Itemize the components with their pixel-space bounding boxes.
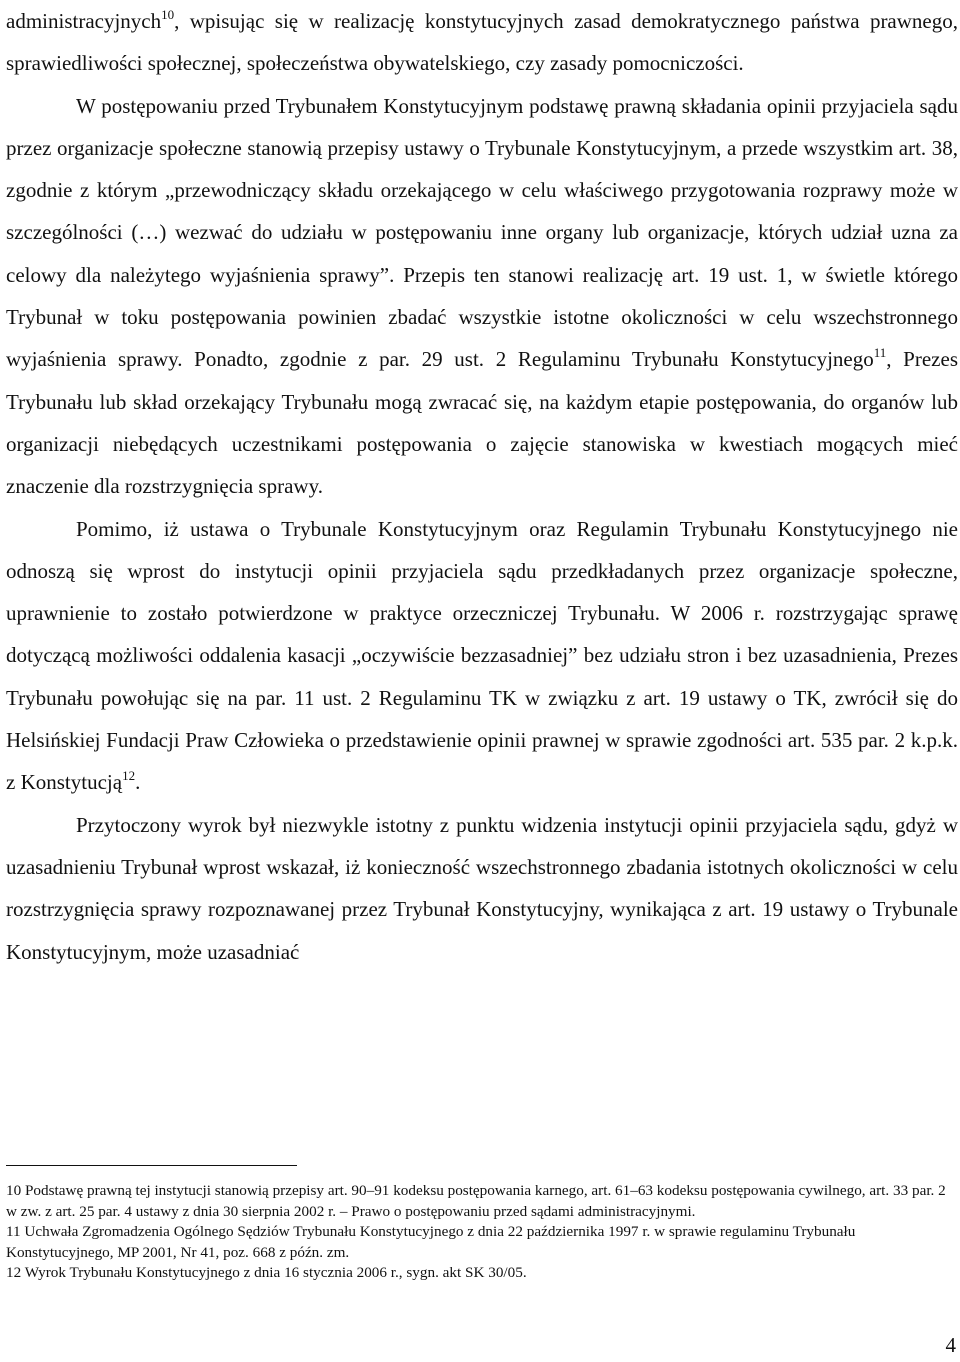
paragraph: [6, 85, 958, 508]
paragraph: [6, 804, 958, 973]
footnote-reference: 10: [161, 7, 175, 22]
document-page: [6, 0, 958, 1357]
footnote: 10 Podstawę prawną tej instytucji stanowią przepisy art. 90–91 kodeksu postępowania karnego, art. 61–63 kodeksu postępowania cywilnego, art. 33 par. 2 w zw. z art. 25 par. 4 ustawy z dnia 30 sierpnia 2002 r. – Prawo o postępowaniu przed sądami administracyjnymi.: [6, 1182, 946, 1220]
footnote-reference: 12: [122, 768, 136, 784]
page-number: 4: [945, 1333, 956, 1357]
paragraph-text: administracyjnych: [6, 9, 162, 33]
paragraph-text: W postępowaniu przed Trybunałem Konstytucyjnym podstawę prawną składania opinii przyjaciela sądu przez organizacje społeczne stanowią przepisy ustawy o Trybunale Konstytucyjnym, a przede wszystkim art. 38, zgodnie z którym „przewodniczący składu orzekającego w celu właściwego przygotowania rozprawy może w szczególności (…) wezwać do udziału w postępowaniu inne organy lub organizacje, których udział uzna za celowy dla należytego wyjaśnienia sprawy”. Przepis ten stanowi realizację art. 19 ust. 1, w świetle którego Trybunał w toku postępowania powinien zbadać wszystkie istotne okoliczności w celu wszechstronnego wyjaśnienia sprawy. Ponadto, zgodnie z par. 29 ust. 2 Regulaminu Trybunału Konstytucyjnego: [6, 93, 958, 372]
body-text: [6, 0, 958, 973]
paragraph: [6, 508, 958, 804]
paragraph: [6, 0, 958, 85]
paragraph-text: , wpisując się w realizację konstytucyjnych zasad demokratycznego państwa prawnego, sprawiedliwości społecznej, społeczeństwa obywatelskiego, czy zasady pomocniczości.: [6, 9, 958, 76]
footnote-separator: [6, 1165, 297, 1166]
paragraph-text: Przytoczony wyrok był niezwykle istotny z punktu widzenia instytucji opinii przyjaciela sądu, gdyż w uzasadnieniu Trybunał wprost wskazał, iż konieczność wszechstronnego zbadania istotnych okoliczności w celu rozstrzygnięcia sprawy rozpoznawanej przez Trybunał Konstytucyjny, wynikająca z art. 19 ustawy o Trybunale Konstytucyjnym, może uzasadniać: [6, 812, 958, 964]
footnotes: [6, 1181, 958, 1284]
paragraph-text: .: [135, 770, 141, 795]
footnote: 12 Wyrok Trybunału Konstytucyjnego z dnia 16 stycznia 2006 r., sygn. akt SK 30/05.: [6, 1264, 527, 1281]
footnote-reference: 11: [873, 345, 887, 361]
footnote: 11 Uchwała Zgromadzenia Ogólnego Sędziów Trybunału Konstytucyjnego z dnia 22 października 1997 r. w sprawie regulaminu Trybunału Konstytucyjnego, MP 2001, Nr 41, poz. 668 z późn. zm.: [6, 1223, 856, 1261]
paragraph-text: , Prezes Trybunału lub skład orzekający Trybunału mogą zwracać się, na każdym etapie postępowania, do organów lub organizacji niebędących uczestnikami postępowania o zajęcie stanowiska w kwestiach mogących mieć znaczenie dla rozstrzygnięcia sprawy.: [6, 347, 958, 499]
paragraph-text: Pomimo, iż ustawa o Trybunale Konstytucyjnym oraz Regulamin Trybunału Konstytucyjnego nie odnoszą się wprost do instytucji opinii przyjaciela sądu przedkładanych przez organizacje społeczne, uprawnienie to zostało potwierdzone w praktyce orzeczniczej Trybunału. W 2006 r. rozstrzygając sprawę dotyczącą możliwości oddalenia kasacji „oczywiście bezzasadniej” bez udziału stron i bez uzasadnienia, Prezes Trybunału powołując się na par. 11 ust. 2 Regulaminu TK w związku z art. 19 ustawy o TK, zwrócił się do Helsińskiej Fundacji Praw Człowieka o przedstawienie opinii prawnej w sprawie zgodności art. 535 par. 2 k.p.k. z Konstytucją: [6, 516, 958, 795]
